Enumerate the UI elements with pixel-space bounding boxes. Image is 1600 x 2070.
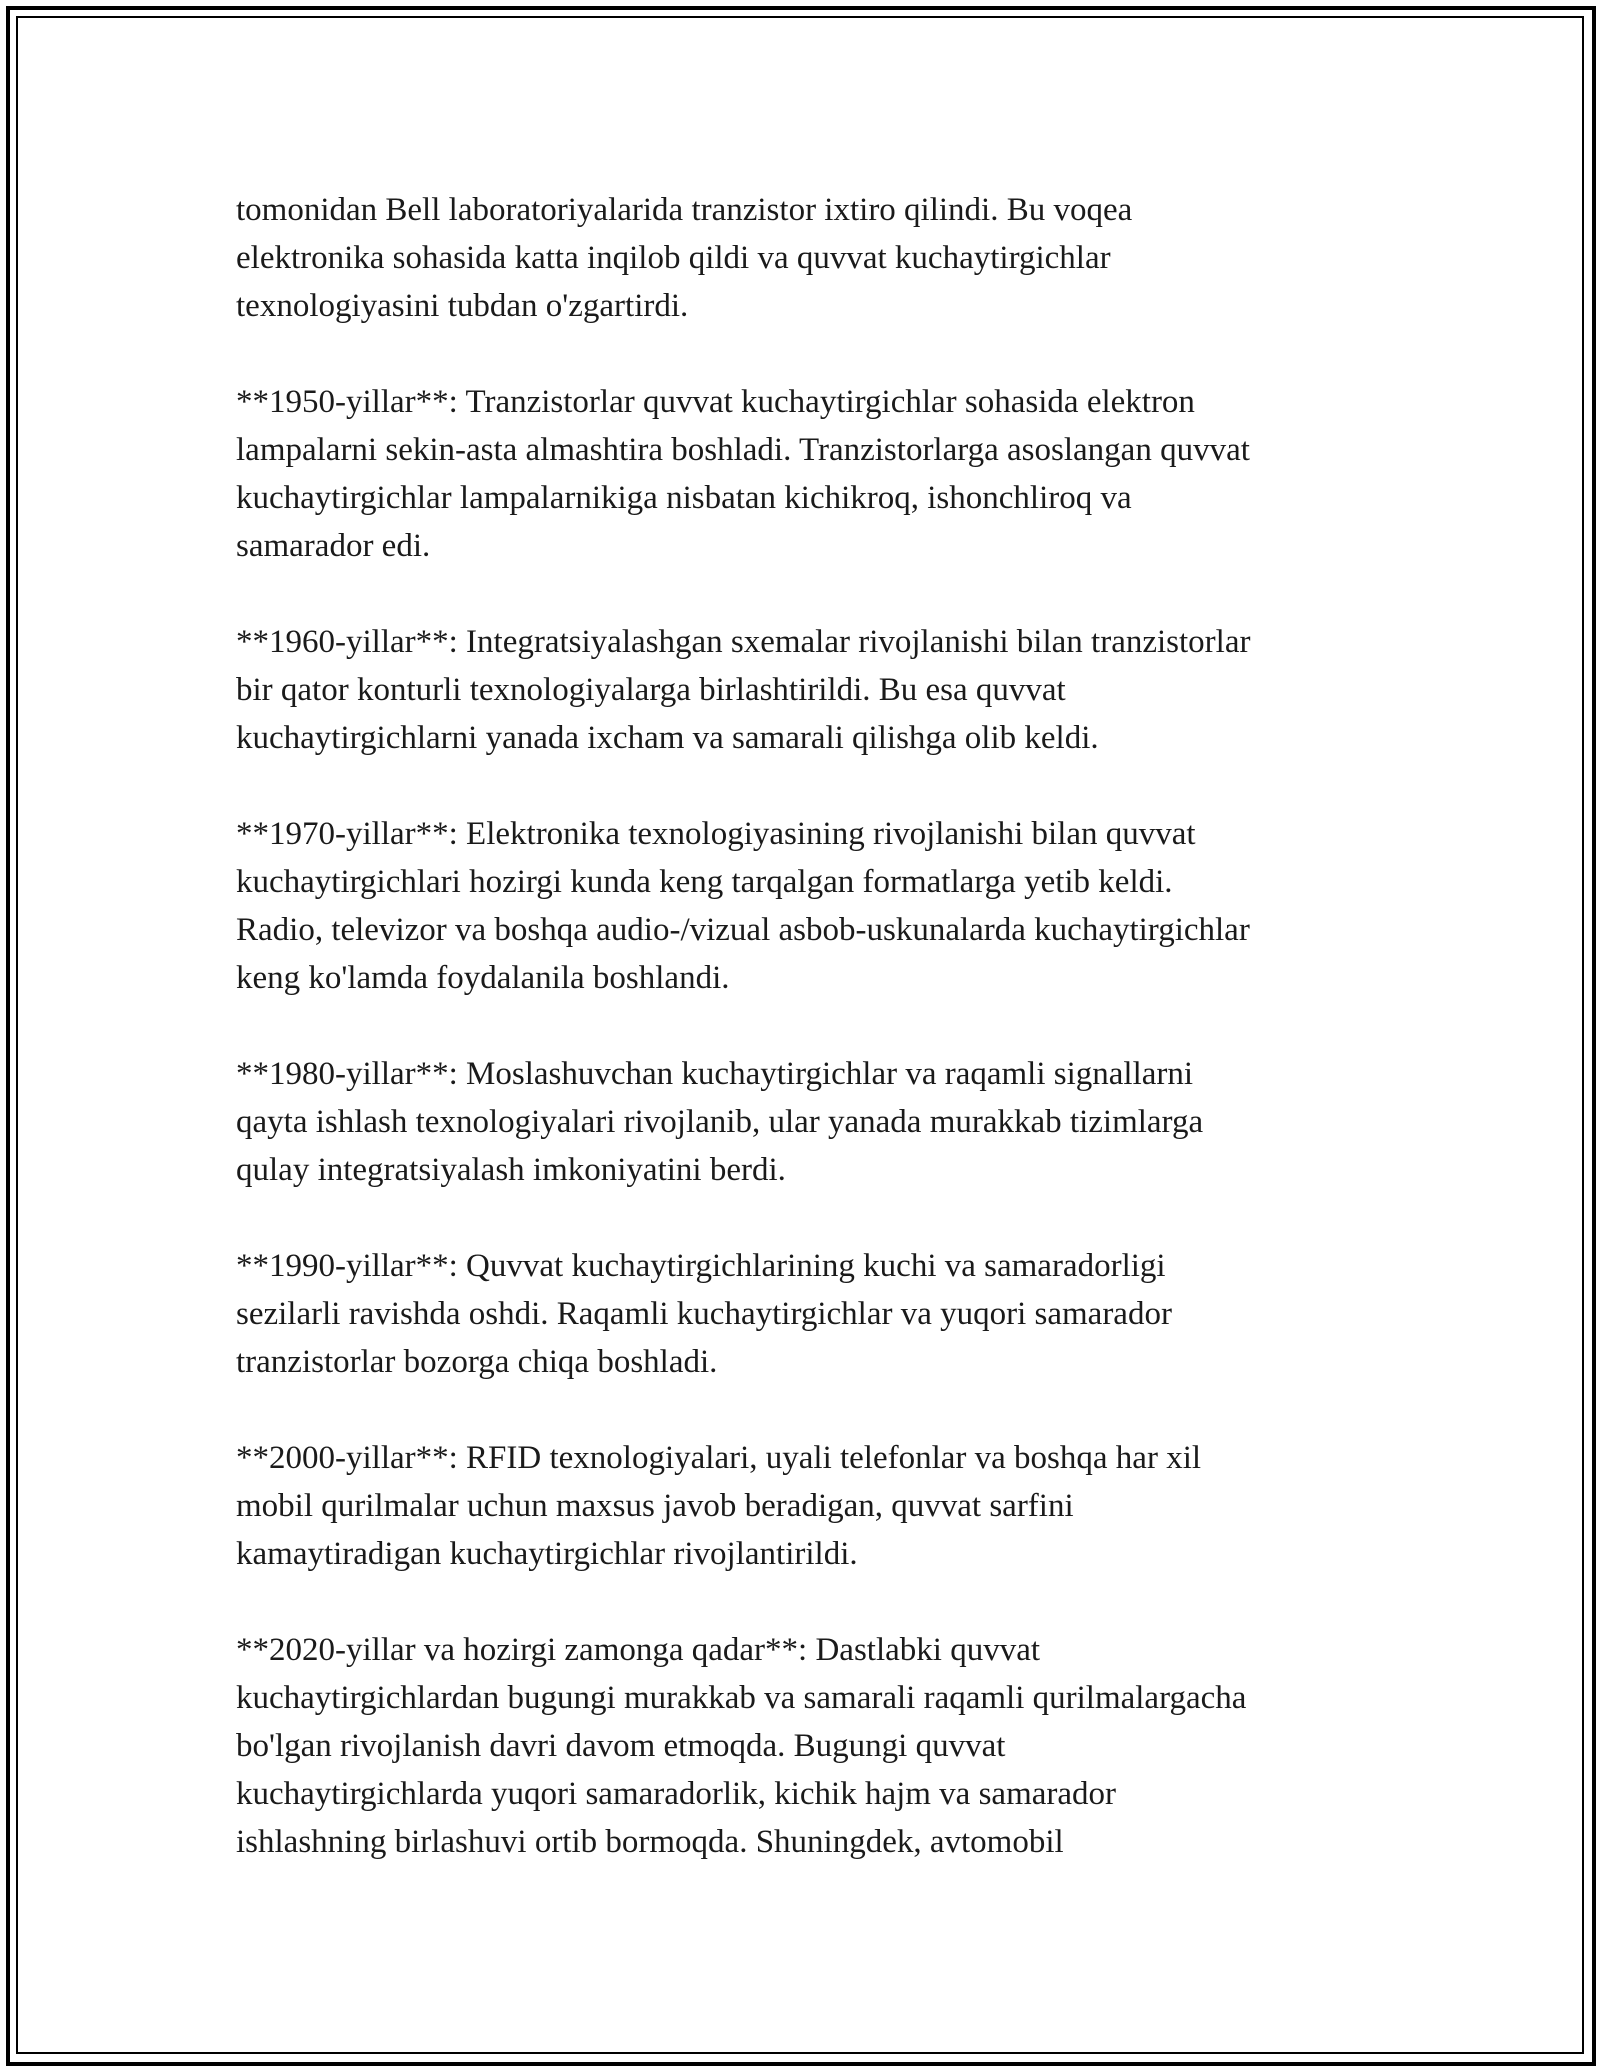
paragraph-intro: tomonidan Bell laboratoriyalarida tranzistor ixtiro qilindi. Bu voqea elektronika sohasida katta inqilob qildi va quvvat kuchaytirgichlar texnologiyasini tubdan o'zgartirdi. <box>236 192 1133 324</box>
paragraph-1960s: **1960-yillar**: Integratsiyalashgan sxemalar rivojlanishi bilan tranzistorlar bir qator konturli texnologiyalarga birlashtirildi. Bu esa quvvat kuchaytirgichlarni yanada ixcham va samarali qilishga olib keldi. <box>236 624 1251 756</box>
paragraph-1970s: **1970-yillar**: Elektronika texnologiyasining rivojlanishi bilan quvvat kuchaytirgichlari hozirgi kunda keng tarqalgan formatlarga yetib keldi. Radio, televizor va boshqa audio-/vizual asbob-uskunalarda kuchaytirgichlar keng ko'lamda foydalanila boshlandi. <box>236 816 1250 996</box>
paragraph-1980s: **1980-yillar**: Moslashuvchan kuchaytirgichlar va raqamli signallarni qayta ishlash texnologiyalari rivojlanib, ular yanada murakkab tizimlarga qulay integratsiyalash imkoniyatini berdi. <box>236 1056 1204 1188</box>
paragraph-2020s: **2020-yillar va hozirgi zamonga qadar**: Dastlabki quvvat kuchaytirgichlardan bugungi murakkab va samarali raqamli qurilmalargacha bo'lgan rivojlanish davri davom etmoqda. Bugungi quvvat kuchaytirgichlarda yuqori samaradorlik, kichik hajm va samarador ishlashning birlashuvi ortib bormoqda. Shuningdek, avtomobil <box>236 1632 1247 1860</box>
paragraph-1950s: **1950-yillar**: Tranzistorlar quvvat kuchaytirgichlar sohasida elektron lampalarni sekin-asta almashtira boshladi. Tranzistorlarga asoslangan quvvat kuchaytirgichlar lampalarnikiga nisbatan kichikroq, ishonchliroq va samarador edi. <box>236 384 1250 564</box>
document-body <box>236 186 1376 1914</box>
paragraph-1990s: **1990-yillar**: Quvvat kuchaytirgichlarining kuchi va samaradorligi sezilarli ravishda oshdi. Raqamli kuchaytirgichlar va yuqori samarador tranzistorlar bozorga chiqa boshladi. <box>236 1248 1172 1380</box>
paragraph-2000s: **2000-yillar**: RFID texnologiyalari, uyali telefonlar va boshqa har xil mobil qurilmalar uchun maxsus javob beradigan, quvvat sarfini kamaytiradigan kuchaytirgichlar rivojlantirildi. <box>236 1440 1202 1572</box>
